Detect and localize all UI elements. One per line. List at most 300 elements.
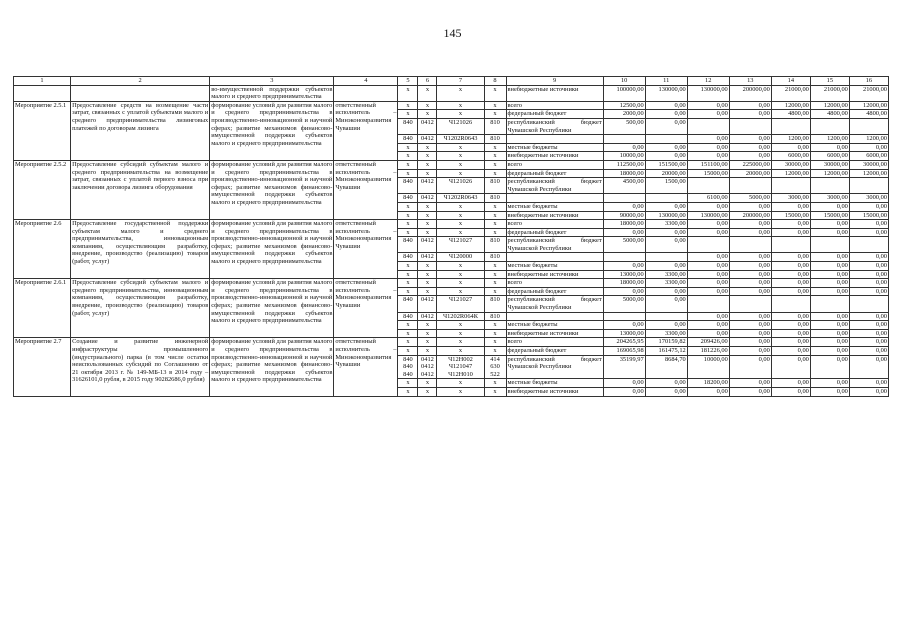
amount-cell xyxy=(603,194,645,203)
amount-cell: 151100,00 xyxy=(687,160,729,169)
funding-source-cell: местные бюджеты xyxy=(506,379,603,388)
amount-cell: 0,00 xyxy=(687,143,729,152)
budget-code-cell: 0412 xyxy=(418,296,437,312)
amount-cell xyxy=(645,253,687,262)
goal-cell: формирование условий для развития малого и среднего предпринимательства в производственно-инновационной и научной сферах; развитие механизмов финансово-имущественной поддержки субъектов малого и среднего предпринимательства xyxy=(210,101,334,160)
executor-cell: ответственный исполнитель – Минэкономразвития Чувашии xyxy=(334,160,398,219)
budget-code-cell: 810 xyxy=(484,118,506,134)
budget-code-cell: x xyxy=(484,160,506,169)
budget-code-cell: x xyxy=(484,347,506,356)
budget-code-cell: x xyxy=(398,262,418,271)
amount-cell: 0,00 xyxy=(729,110,771,119)
goal-cell: во-имущественной поддержки субъектов малого и среднего предпринимательства xyxy=(211,85,333,101)
budget-code-cell: x xyxy=(398,110,418,119)
budget-code-cell: x xyxy=(398,338,418,347)
budget-code-cell: x xyxy=(437,101,484,110)
amount-cell: 204265,95 xyxy=(603,338,645,347)
amount-cell: 12500,00 xyxy=(603,101,645,110)
amount-cell: 12000,00 xyxy=(771,101,810,110)
amount-cell: 5000,00 xyxy=(729,194,771,203)
amount-cell: 0,00 xyxy=(687,101,729,110)
amount-cell xyxy=(687,118,729,134)
amount-cell: 0,00 xyxy=(645,202,687,211)
measure-name-cell: Предоставление средств на возмещение части затрат, связанных с уплатой субъектами малого и среднего предпринимательства лизинговых платежей по договорам лизинга xyxy=(71,101,210,160)
budget-code-cell: x xyxy=(437,143,484,152)
budget-code-cell: x xyxy=(398,347,418,356)
budget-code-cell: x xyxy=(418,220,437,229)
budget-code-cell: x xyxy=(484,287,506,296)
measure-code-cell xyxy=(14,85,71,101)
budget-code-cell: x xyxy=(437,262,484,271)
amount-cell: 15000,00 xyxy=(849,211,888,220)
amount-cell: 0,00 xyxy=(849,253,888,262)
budget-code-cell: x xyxy=(418,110,437,119)
budget-code-cell: 810 xyxy=(484,178,506,194)
amount-cell: 500,00 xyxy=(603,118,645,134)
funding-source-cell: федеральный бюджет xyxy=(506,347,603,356)
budget-code-cell: 0412 xyxy=(418,118,437,134)
amount-cell: 0,00 xyxy=(687,262,729,271)
amount-cell: 0,00 xyxy=(729,347,771,356)
goal-cell: формирование условий для развития малого и среднего предпринимательства в производственно-инновационной и научной сферах; развитие механизмов финансово-имущественной поддержки субъектов малого и среднего предпринимательства xyxy=(210,338,334,396)
funding-source-cell: внебюджетные источники xyxy=(506,152,603,161)
amount-cell: 0,00 xyxy=(849,312,888,321)
budget-code-cell: x xyxy=(418,347,437,356)
budget-code-cell: x xyxy=(437,110,484,119)
column-number-row xyxy=(14,77,889,86)
amount-cell: 130000,00 xyxy=(645,211,687,220)
amount-cell: 0,00 xyxy=(687,329,729,338)
amount-cell: 161475,12 xyxy=(645,347,687,356)
amount-cell: 0,00 xyxy=(771,338,810,347)
budget-code-cell: x xyxy=(484,211,506,220)
amount-cell: 0,00 xyxy=(849,355,888,379)
budget-code-cell: x xyxy=(437,220,484,229)
budget-code-cell: 0412 xyxy=(418,253,437,262)
budget-code-cell: x xyxy=(418,270,437,279)
amount-cell: 12000,00 xyxy=(771,169,810,178)
amount-cell xyxy=(729,296,771,312)
column-number: 14 xyxy=(771,77,810,86)
amount-cell: 4800,00 xyxy=(810,110,849,119)
budget-code-cell: x xyxy=(418,143,437,152)
amount-cell: 0,00 xyxy=(645,321,687,330)
budget-code-cell: x xyxy=(398,143,418,152)
budget-code-cell: 840 xyxy=(398,194,418,203)
amount-cell xyxy=(771,118,810,134)
amount-cell xyxy=(603,253,645,262)
budget-code-cell: x xyxy=(437,228,484,237)
amount-cell: 1500,00 xyxy=(645,178,687,194)
budget-code-cell: x xyxy=(418,387,437,396)
funding-source-cell: федеральный бюджет xyxy=(506,169,603,178)
amount-cell: 3300,00 xyxy=(645,220,687,229)
amount-cell: 15000,00 xyxy=(687,169,729,178)
column-number: 13 xyxy=(729,77,771,86)
amount-cell: 6100,00 xyxy=(687,194,729,203)
amount-cell: 0,00 xyxy=(771,253,810,262)
column-number: 5 xyxy=(398,77,418,86)
budget-code-cell: x xyxy=(398,329,418,338)
amount-cell: 0,00 xyxy=(687,135,729,144)
executor-cell: ответственный исполнитель – Минэкономразвития Чувашии xyxy=(334,338,398,396)
amount-cell: 1200,00 xyxy=(849,135,888,144)
amount-cell: 130000,00 xyxy=(645,85,687,101)
budget-code-cell: x xyxy=(437,287,484,296)
amount-cell: 0,00 xyxy=(645,379,687,388)
column-number: 10 xyxy=(603,77,645,86)
amount-cell: 0,00 xyxy=(771,379,810,388)
funding-source-cell xyxy=(506,135,603,144)
amount-cell: 0,00 xyxy=(849,143,888,152)
amount-cell: 15000,00 xyxy=(810,211,849,220)
amount-cell: 0,00 xyxy=(810,379,849,388)
measure-name-cell: Предоставление субсидий субъектам малого и среднего предпринимательства, инновационным компаниям, осуществляющим разработку, внедрение, производство (реализацию) товаров (работ, услуг) xyxy=(71,279,210,338)
budget-code-cell: 0412 xyxy=(418,237,437,253)
funding-source-cell: республиканский бюджет Чувашской Республики xyxy=(507,178,602,193)
amount-cell: 0,00 xyxy=(810,262,849,271)
amount-cell: 0,00 xyxy=(603,262,645,271)
amount-cell: 130000,00 xyxy=(687,211,729,220)
measure-code-cell: Мероприятие 2.5.2 xyxy=(14,160,71,219)
budget-code-cell: x xyxy=(398,387,418,396)
amount-cell: 0,00 xyxy=(687,321,729,330)
budget-code-cell: x xyxy=(398,379,418,388)
amount-cell: 0,00 xyxy=(729,152,771,161)
amount-cell: 12000,00 xyxy=(810,169,849,178)
amount-cell: 0,00 xyxy=(810,329,849,338)
amount-cell xyxy=(810,237,849,253)
measure-name-cell: Создание и развитие инженерной инфраструктуры промышленного (индустриального) парка (в том числе остатки неиспользованных субсидий по Соглашению от 21 октября 2013 г. № 149-МБ-13 в 2014 году – 31626101,0 рубля, в 2015 году 90282686,0 рубля) xyxy=(71,338,210,396)
budget-code-cell: 840 xyxy=(398,296,418,312)
budget-code-cell: x xyxy=(398,211,418,220)
amount-cell: 0,00 xyxy=(771,355,810,379)
amount-cell: 3000,00 xyxy=(810,194,849,203)
amount-cell: 0,00 xyxy=(849,228,888,237)
amount-cell: 10000,00 xyxy=(687,355,729,379)
budget-code-cell: x xyxy=(484,202,506,211)
amount-cell: 0,00 xyxy=(729,287,771,296)
amount-cell: 18200,00 xyxy=(687,379,729,388)
amount-cell: 0,00 xyxy=(729,135,771,144)
goal-cell: формирование условий для развития малого и среднего предпринимательства в производственно-инновационной и научной сферах; развитие механизмов финансово-имущественной поддержки субъектов малого и среднего предпринимательства xyxy=(210,220,334,279)
funding-source-cell: всего xyxy=(506,220,603,229)
budget-code-cell: 840 xyxy=(398,312,418,321)
amount-cell xyxy=(849,237,888,253)
column-number: 7 xyxy=(437,77,484,86)
budget-code-cell: Ч121027 xyxy=(437,296,484,312)
amount-cell: 0,00 xyxy=(810,220,849,229)
amount-cell: 0,00 xyxy=(729,387,771,396)
amount-cell: 0,00 xyxy=(771,287,810,296)
budget-code-cell: x xyxy=(418,262,437,271)
amount-cell xyxy=(771,178,810,194)
amount-cell: 0,00 xyxy=(771,220,810,229)
amount-cell xyxy=(645,194,687,203)
amount-cell: 200000,00 xyxy=(729,85,771,101)
budget-code-cell: x xyxy=(418,329,437,338)
budget-code-cell: Ч1202R0643 xyxy=(437,135,484,144)
budget-code-cell: x xyxy=(484,220,506,229)
funding-source-cell: внебюджетные источники xyxy=(506,211,603,220)
budget-code-cell: x xyxy=(418,338,437,347)
executor-cell: ответственный исполнитель – Минэкономразвития Чувашии xyxy=(334,101,398,160)
amount-cell: 0,00 xyxy=(603,287,645,296)
budget-code-cell: Ч1202R0643 xyxy=(437,194,484,203)
funding-source-cell: местные бюджеты xyxy=(506,321,603,330)
funding-source-cell: внебюджетные источники xyxy=(506,85,603,101)
budget-code-cell: x xyxy=(484,329,506,338)
amount-cell: 0,00 xyxy=(849,329,888,338)
table-row xyxy=(14,338,889,347)
column-number: 4 xyxy=(334,77,398,86)
amount-cell: 1200,00 xyxy=(810,135,849,144)
amount-cell: 0,00 xyxy=(810,143,849,152)
budget-code-cell: 840 xyxy=(398,135,418,144)
measure-code-cell: Мероприятие 2.7 xyxy=(14,338,71,396)
funding-source-cell: республиканский бюджет Чувашской Республики xyxy=(507,118,602,134)
executor-cell: ответственный исполнитель – Минэкономразвития Чувашии xyxy=(334,279,398,338)
budget-code-cell: x xyxy=(398,228,418,237)
amount-cell: 3300,00 xyxy=(645,279,687,288)
amount-cell: 0,00 xyxy=(771,321,810,330)
amount-cell xyxy=(687,237,729,253)
amount-cell: 35199,97 xyxy=(603,355,645,379)
amount-cell: 0,00 xyxy=(810,312,849,321)
budget-code-cell: x xyxy=(437,387,484,396)
funding-source-cell xyxy=(506,253,603,262)
budget-code-cell: 810 xyxy=(484,194,506,203)
amount-cell: 0,00 xyxy=(729,143,771,152)
amount-cell: 0,00 xyxy=(849,387,888,396)
amount-cell: 21000,00 xyxy=(810,85,849,101)
budget-code-cell: 840 xyxy=(398,118,418,134)
amount-cell: 0,00 xyxy=(729,253,771,262)
column-number: 8 xyxy=(484,77,506,86)
amount-cell xyxy=(849,118,888,134)
column-number: 15 xyxy=(810,77,849,86)
budget-code-cell: 840 xyxy=(398,178,418,194)
measure-code-cell: Мероприятие 2.6 xyxy=(14,220,71,279)
amount-cell: 151500,00 xyxy=(645,160,687,169)
amount-cell: 0,00 xyxy=(771,270,810,279)
amount-cell xyxy=(771,296,810,312)
column-number: 3 xyxy=(210,77,334,86)
budget-code-cell: x xyxy=(418,169,437,178)
amount-cell xyxy=(771,237,810,253)
budget-code-cell: x xyxy=(484,143,506,152)
budget-code-cell: x xyxy=(398,202,418,211)
budget-code-cell: x xyxy=(398,287,418,296)
amount-cell: 8684,70 xyxy=(645,355,687,379)
funding-source-cell: республиканский бюджет Чувашской Республики xyxy=(506,355,603,379)
amount-cell: 0,00 xyxy=(810,287,849,296)
amount-cell: 20000,00 xyxy=(645,169,687,178)
amount-cell: 4500,00 xyxy=(603,178,645,194)
budget-code-cell: x xyxy=(484,169,506,178)
amount-cell: 30000,00 xyxy=(810,160,849,169)
amount-cell xyxy=(810,296,849,312)
budget-code-cell: x xyxy=(418,202,437,211)
amount-cell: 18000,00 xyxy=(603,279,645,288)
funding-source-cell: внебюджетные источники xyxy=(506,329,603,338)
measure-name-cell xyxy=(71,85,210,101)
amount-cell: 0,00 xyxy=(729,355,771,379)
amount-cell: 0,00 xyxy=(603,379,645,388)
measure-code-cell: Мероприятие 2.5.1 xyxy=(14,101,71,160)
amount-cell: 0,00 xyxy=(687,279,729,288)
amount-cell xyxy=(810,118,849,134)
table-row xyxy=(14,279,889,288)
funding-source-cell xyxy=(506,194,603,203)
budget-code-cell: x xyxy=(437,329,484,338)
table-body xyxy=(14,77,889,397)
funding-source-cell: всего xyxy=(506,338,603,347)
budget-code-cell: 0412 xyxy=(418,194,437,203)
budget-code-cell: x xyxy=(398,279,418,288)
budget-code-cell: 810 xyxy=(484,135,506,144)
amount-cell: 0,00 xyxy=(645,110,687,119)
column-number: 1 xyxy=(14,77,71,86)
funding-source-cell: федеральный бюджет xyxy=(506,110,603,119)
page-number: 145 xyxy=(443,26,462,40)
amount-cell: 0,00 xyxy=(687,287,729,296)
amount-cell: 0,00 xyxy=(771,202,810,211)
amount-cell: 0,00 xyxy=(645,387,687,396)
amount-cell: 13000,00 xyxy=(603,329,645,338)
budget-code-cell: x xyxy=(398,160,418,169)
amount-cell xyxy=(603,312,645,321)
table-row xyxy=(14,85,889,101)
budget-code-cell: 840 xyxy=(398,253,418,262)
funding-source-cell: республиканский бюджет Чувашской Республики xyxy=(507,296,602,312)
amount-cell: 0,00 xyxy=(729,270,771,279)
budget-code-cell: x xyxy=(484,110,506,119)
budget-code-cell: x xyxy=(484,262,506,271)
amount-cell: 0,00 xyxy=(810,270,849,279)
amount-cell: 0,00 xyxy=(771,143,810,152)
amount-cell: 0,00 xyxy=(729,202,771,211)
amount-cell: 170159,82 xyxy=(645,338,687,347)
budget-code-cell: x xyxy=(398,321,418,330)
budget-code-cell: Ч121027 xyxy=(437,237,484,253)
budget-code-cell: x xyxy=(437,85,484,101)
amount-cell: 0,00 xyxy=(645,101,687,110)
amount-cell: 0,00 xyxy=(603,387,645,396)
amount-cell: 10000,00 xyxy=(603,152,645,161)
amount-cell xyxy=(687,178,729,194)
funding-source-cell: местные бюджеты xyxy=(506,262,603,271)
budget-code-cell: 840 xyxy=(398,237,418,253)
budget-code-cell: x xyxy=(418,152,437,161)
amount-cell: 18000,00 xyxy=(603,169,645,178)
budget-code-cell: 0412 0412 0412 xyxy=(418,355,437,379)
amount-cell: 130000,00 xyxy=(687,85,729,101)
amount-cell: 12000,00 xyxy=(849,169,888,178)
amount-cell: 0,00 xyxy=(729,338,771,347)
budget-code-cell: x xyxy=(437,202,484,211)
amount-cell: 0,00 xyxy=(687,270,729,279)
budget-code-cell: x xyxy=(437,338,484,347)
amount-cell: 0,00 xyxy=(645,287,687,296)
amount-cell: 169065,98 xyxy=(603,347,645,356)
budget-code-cell: Ч121026 xyxy=(437,118,484,134)
amount-cell: 0,00 xyxy=(771,279,810,288)
amount-cell: 0,00 xyxy=(849,270,888,279)
amount-cell: 1200,00 xyxy=(771,135,810,144)
amount-cell: 0,00 xyxy=(810,347,849,356)
amount-cell: 0,00 xyxy=(729,262,771,271)
budget-code-cell: x xyxy=(437,379,484,388)
budget-code-cell: 810 xyxy=(484,253,506,262)
budget-code-cell: 0412 xyxy=(418,312,437,321)
amount-cell: 6000,00 xyxy=(810,152,849,161)
amount-cell: 0,00 xyxy=(810,387,849,396)
budget-code-cell: x xyxy=(398,101,418,110)
budget-code-cell: 810 xyxy=(484,296,506,312)
amount-cell: 0,00 xyxy=(603,321,645,330)
amount-cell: 181226,00 xyxy=(687,347,729,356)
amount-cell: 0,00 xyxy=(771,312,810,321)
amount-cell: 0,00 xyxy=(603,143,645,152)
amount-cell: 112500,00 xyxy=(603,160,645,169)
amount-cell xyxy=(603,135,645,144)
amount-cell: 0,00 xyxy=(729,379,771,388)
amount-cell: 0,00 xyxy=(849,347,888,356)
amount-cell: 0,00 xyxy=(687,202,729,211)
amount-cell: 0,00 xyxy=(849,321,888,330)
table-row xyxy=(14,160,889,169)
budget-code-cell: x xyxy=(418,279,437,288)
amount-cell: 18000,00 xyxy=(603,220,645,229)
amount-cell: 100000,00 xyxy=(603,85,645,101)
amount-cell: 0,00 xyxy=(687,152,729,161)
funding-source-cell: федеральный бюджет xyxy=(506,287,603,296)
budget-code-cell: Ч1202R064К xyxy=(437,312,484,321)
amount-cell: 0,00 xyxy=(849,379,888,388)
amount-cell: 0,00 xyxy=(771,329,810,338)
funding-source-cell: местные бюджеты xyxy=(506,202,603,211)
budget-code-cell: x xyxy=(418,228,437,237)
amount-cell: 0,00 xyxy=(810,321,849,330)
budget-code-cell: x xyxy=(437,169,484,178)
amount-cell: 0,00 xyxy=(687,220,729,229)
funding-source-cell xyxy=(506,312,603,321)
amount-cell: 209426,00 xyxy=(687,338,729,347)
amount-cell: 30000,00 xyxy=(849,160,888,169)
amount-cell: 0,00 xyxy=(849,202,888,211)
amount-cell: 0,00 xyxy=(849,220,888,229)
amount-cell: 0,00 xyxy=(849,287,888,296)
budget-code-cell: x xyxy=(484,321,506,330)
executor-cell: ответственный исполнитель – Минэкономразвития Чувашии xyxy=(334,220,398,279)
amount-cell: 0,00 xyxy=(771,262,810,271)
budget-code-cell: x xyxy=(418,287,437,296)
amount-cell: 0,00 xyxy=(645,228,687,237)
amount-cell: 2000,00 xyxy=(603,110,645,119)
amount-cell: 0,00 xyxy=(645,237,687,253)
goal-cell: формирование условий для развития малого и среднего предпринимательства в производственно-инновационной и научной сферах; развитие механизмов финансово-имущественной поддержки субъектов малого и среднего предпринимательства xyxy=(210,160,334,219)
amount-cell: 3000,00 xyxy=(771,194,810,203)
amount-cell: 0,00 xyxy=(729,321,771,330)
amount-cell: 12000,00 xyxy=(849,101,888,110)
amount-cell: 0,00 xyxy=(810,355,849,379)
column-number: 12 xyxy=(687,77,729,86)
budget-code-cell: 810 xyxy=(484,237,506,253)
budget-code-cell: x xyxy=(398,85,418,101)
funding-source-cell: всего xyxy=(506,279,603,288)
budget-code-cell: x xyxy=(437,152,484,161)
